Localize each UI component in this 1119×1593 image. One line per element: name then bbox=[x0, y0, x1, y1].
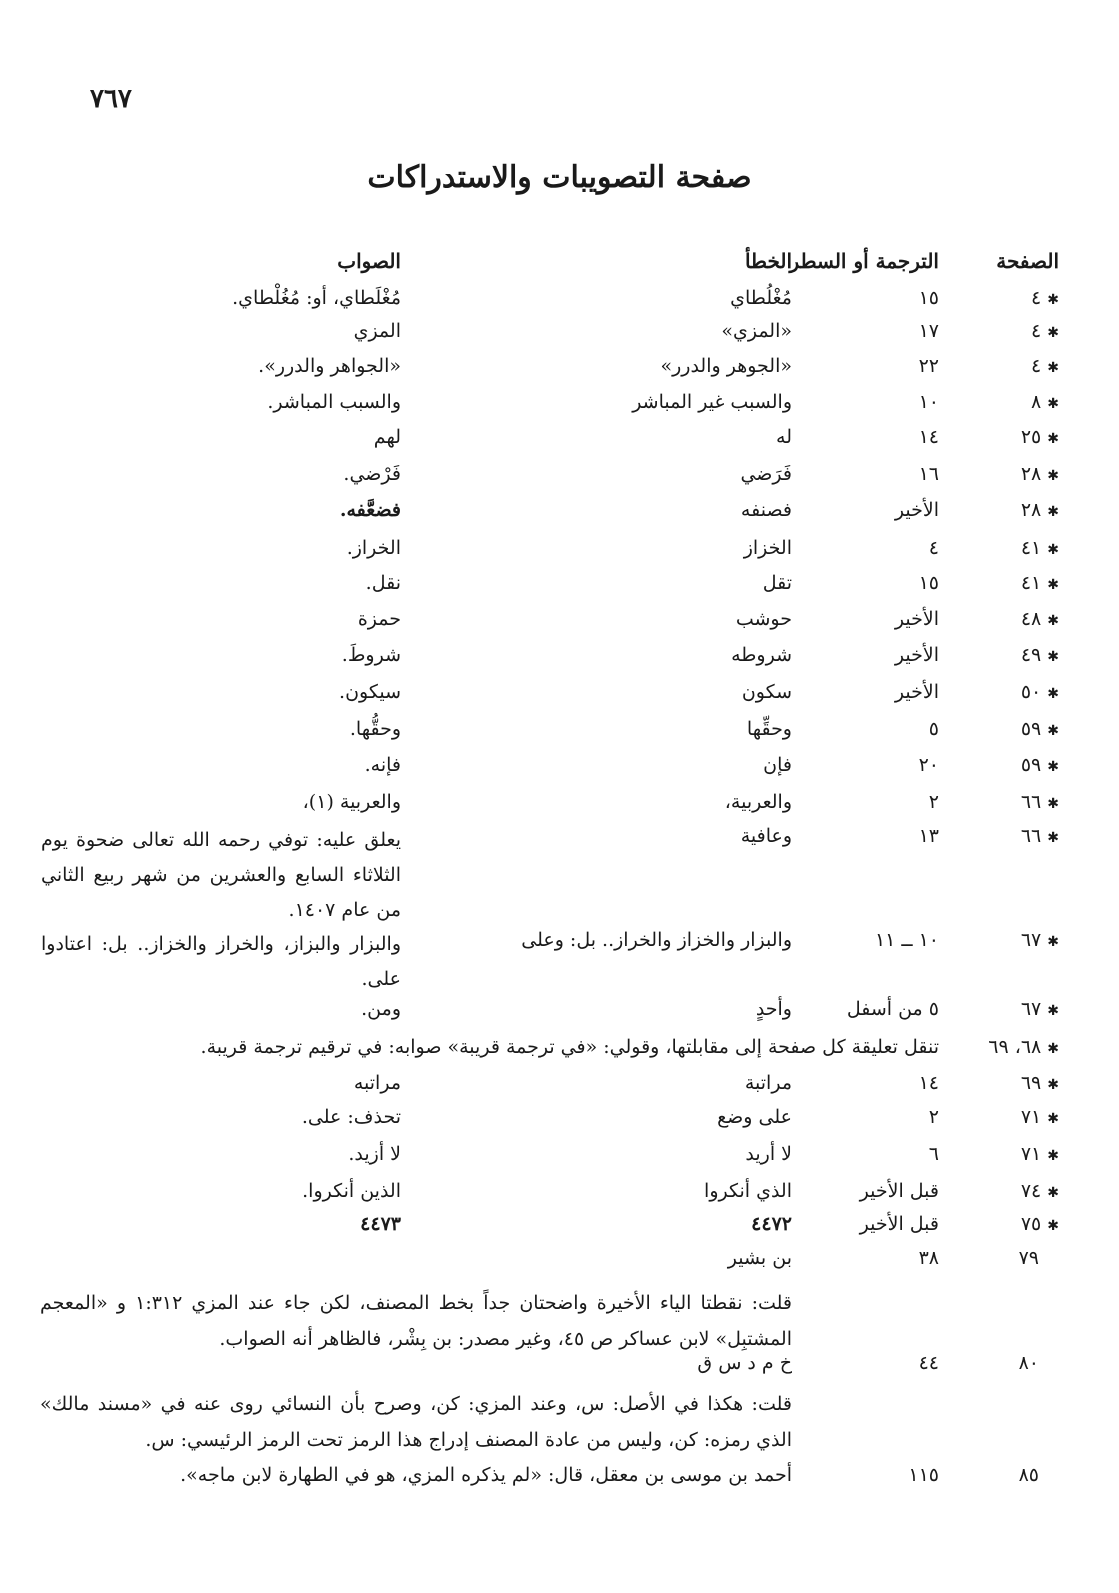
row-correct: الذين أنكروا. bbox=[302, 1180, 401, 1202]
row-error: بن بشير bbox=[727, 1247, 792, 1269]
row-line: الأخير bbox=[894, 681, 939, 703]
row-error: لا أريد bbox=[745, 1143, 792, 1165]
asterisk-icon: ✱ bbox=[1047, 292, 1059, 308]
row-correct: مراتبه bbox=[353, 1072, 401, 1094]
row-correct: تحذف: على. bbox=[301, 1106, 401, 1128]
asterisk-icon: ✱ bbox=[1047, 577, 1059, 593]
row-line: ١٥ bbox=[918, 287, 939, 309]
row-error: فإن bbox=[763, 754, 792, 776]
row-correct: ٤٤٧٣ bbox=[360, 1213, 401, 1235]
row-line: ١٦ bbox=[918, 463, 939, 485]
header-error: الخطأ bbox=[744, 249, 792, 273]
row-correct: المزي bbox=[353, 320, 401, 342]
row-error: حوشب bbox=[735, 608, 792, 630]
row-correct: حمزة bbox=[357, 608, 401, 630]
row-page: ✱٤ bbox=[949, 318, 1059, 346]
row-error: وعافية bbox=[740, 825, 792, 847]
row-page: ٨٥ bbox=[1018, 1464, 1039, 1486]
asterisk-icon: ✱ bbox=[1047, 360, 1059, 376]
row-note: قلت: نقطتا الياء الأخيرة واضحتان جداً بخط المصنف، لكن جاء عند المزي ١:٣١٢ و «المعجم المشتبِل» لابن عساكر ص ٤٥، وغير مصدر: بن بِشْر، فالظاهر أنه الصواب. bbox=[40, 1292, 793, 1350]
row-correct: وحقُّها. bbox=[349, 718, 401, 740]
row-line: ٢٢ bbox=[918, 355, 939, 377]
row-line: ٤ bbox=[928, 537, 939, 559]
row-page: ✱٤ bbox=[949, 285, 1059, 313]
row-line: ١٤ bbox=[918, 1072, 939, 1094]
asterisk-icon: ✱ bbox=[1047, 1218, 1059, 1234]
row-error: والسبب غير المباشر bbox=[632, 391, 792, 413]
row-error: فَرَضي bbox=[740, 463, 792, 485]
asterisk-icon: ✱ bbox=[1047, 1077, 1059, 1093]
row-page: ✱٦٦ bbox=[949, 823, 1059, 851]
row-correct: «الجواهر والدرر». bbox=[258, 355, 401, 377]
row-page: ✱٧١ bbox=[949, 1141, 1059, 1169]
header-correct: الصواب bbox=[337, 249, 401, 273]
asterisk-icon: ✱ bbox=[1047, 934, 1059, 950]
row-page: ✱٢٥ bbox=[949, 424, 1059, 452]
row-error: الذي أنكروا bbox=[704, 1180, 792, 1202]
row-line: ٤٤ bbox=[918, 1352, 939, 1374]
row-correct: فَرْضي. bbox=[343, 463, 401, 485]
asterisk-icon: ✱ bbox=[1047, 431, 1059, 447]
row-page: ✱٤١ bbox=[949, 570, 1059, 598]
row-error: له bbox=[776, 426, 792, 448]
row-correct: لهم bbox=[373, 426, 401, 448]
row-line: ٣٨ bbox=[918, 1247, 939, 1269]
row-error: مُغْلُطاي bbox=[730, 287, 792, 309]
asterisk-icon: ✱ bbox=[1047, 468, 1059, 484]
row-error: مراتبة bbox=[744, 1072, 792, 1094]
row-page: ✱٧٥ bbox=[949, 1211, 1059, 1239]
row-line: ٢٠ bbox=[918, 754, 939, 776]
row-correct: ومن. bbox=[361, 998, 401, 1020]
row-correct: والبزار والبزاز، والخراز والخزاز.. بل: اعتادوا على. bbox=[41, 933, 401, 990]
asterisk-icon: ✱ bbox=[1047, 649, 1059, 665]
asterisk-icon: ✱ bbox=[1047, 396, 1059, 412]
asterisk-icon: ✱ bbox=[1047, 1003, 1059, 1019]
row-line: ١٠ bbox=[918, 391, 939, 413]
asterisk-icon: ✱ bbox=[1047, 504, 1059, 520]
row-error: «الجوهر والدرر» bbox=[660, 355, 792, 377]
row-correct: فضعَّفه. bbox=[339, 499, 401, 521]
row-line: ١١٥ bbox=[908, 1464, 939, 1486]
row-error: والعربية، bbox=[724, 791, 792, 813]
row-line: ٦ bbox=[928, 1143, 939, 1165]
row-error: خ م د س ق bbox=[697, 1352, 792, 1374]
row-page: ✱٥٩ bbox=[949, 716, 1059, 744]
row-note: تنقل تعليقة كل صفحة إلى مقابلتها، وقولي: «في ترجمة قريبة» صوابه: في ترقيم ترجمة قريبة. bbox=[200, 1036, 939, 1058]
asterisk-icon: ✱ bbox=[1047, 723, 1059, 739]
row-line: ١٣ bbox=[918, 825, 939, 847]
row-page: ٧٩ bbox=[1018, 1247, 1039, 1269]
row-line: ٢ bbox=[928, 1106, 939, 1128]
row-line: قبل الأخير bbox=[859, 1180, 939, 1202]
row-correct: والعربية (١)، bbox=[302, 791, 401, 813]
row-correct: مُغْلَطاي، أو: مُغُلْطاي. bbox=[232, 287, 401, 309]
page-number: ٧٦٧ bbox=[90, 84, 132, 114]
row-page: ٨٠ bbox=[1018, 1352, 1039, 1374]
row-line: الأخير bbox=[894, 499, 939, 521]
row-error: شروطه bbox=[731, 644, 792, 666]
row-page: ✱٦٩ bbox=[949, 1070, 1059, 1098]
asterisk-icon: ✱ bbox=[1047, 1041, 1059, 1057]
row-error: تقل bbox=[762, 572, 792, 594]
row-line: الأخير bbox=[894, 608, 939, 630]
row-error: والبزار والخزاز والخراز.. بل: وعلى bbox=[521, 929, 792, 951]
row-page: ✱٦٨، ٦٩ bbox=[949, 1034, 1059, 1062]
row-error: سكون bbox=[741, 681, 792, 703]
row-correct: الخراز. bbox=[346, 537, 401, 559]
asterisk-icon: ✱ bbox=[1047, 1148, 1059, 1164]
asterisk-icon: ✱ bbox=[1047, 796, 1059, 812]
row-page: ✱٦٧ bbox=[949, 927, 1059, 955]
row-line: ١٠ ــ ١١ bbox=[874, 929, 939, 951]
row-correct: لا أزيد. bbox=[348, 1143, 401, 1165]
row-line: ٥ bbox=[928, 718, 939, 740]
row-page: ✱٨ bbox=[949, 389, 1059, 417]
row-page: ✱٧٤ bbox=[949, 1178, 1059, 1206]
asterisk-icon: ✱ bbox=[1047, 542, 1059, 558]
row-page: ✱٦٦ bbox=[949, 789, 1059, 817]
row-error: فصنفه bbox=[740, 499, 792, 521]
row-error: وحقِّها bbox=[746, 718, 792, 740]
asterisk-icon: ✱ bbox=[1047, 830, 1059, 846]
row-line: ١٥ bbox=[918, 572, 939, 594]
row-note: أحمد بن موسى بن معقل، قال: «لم يذكره المزي، هو في الطهارة لابن ماجه». bbox=[180, 1464, 792, 1486]
row-page: ✱٢٨ bbox=[949, 461, 1059, 489]
asterisk-icon: ✱ bbox=[1047, 759, 1059, 775]
asterisk-icon: ✱ bbox=[1047, 325, 1059, 341]
row-line: الأخير bbox=[894, 644, 939, 666]
row-error: على وضع bbox=[717, 1106, 792, 1128]
row-page: ✱٤٩ bbox=[949, 642, 1059, 670]
row-line: قبل الأخير bbox=[859, 1213, 939, 1235]
row-page: ✱٥٩ bbox=[949, 752, 1059, 780]
row-error: ٤٤٧٢ bbox=[751, 1213, 792, 1235]
asterisk-icon: ✱ bbox=[1047, 613, 1059, 629]
row-correct: شروطَ. bbox=[341, 644, 401, 666]
row-line: ١٧ bbox=[918, 320, 939, 342]
row-error: «المزي» bbox=[721, 320, 792, 342]
asterisk-icon: ✱ bbox=[1047, 686, 1059, 702]
header-page: الصفحة bbox=[996, 249, 1059, 273]
asterisk-icon: ✱ bbox=[1047, 1111, 1059, 1127]
row-page: ✱٤١ bbox=[949, 535, 1059, 563]
row-correct: والسبب المباشر. bbox=[267, 391, 401, 413]
row-page: ✱٢٨ bbox=[949, 497, 1059, 525]
row-correct: سيكون. bbox=[339, 681, 401, 703]
row-page: ✱٤ bbox=[949, 353, 1059, 381]
row-correct: يعلق عليه: توفي رحمه الله تعالى ضحوة يوم الثلاثاء السابع والعشرين من شهر ربيع الثاني من عام ١٤٠٧. bbox=[41, 829, 401, 921]
row-line: ٢ bbox=[928, 791, 939, 813]
page-title: صفحة التصويبات والاستدراكات bbox=[367, 160, 752, 195]
row-line: ١٤ bbox=[918, 426, 939, 448]
row-correct: نقل. bbox=[365, 572, 401, 594]
row-line: ٥ من أسفل bbox=[846, 998, 939, 1020]
row-error: وأحدٍ bbox=[755, 998, 792, 1020]
row-correct: فإنه. bbox=[364, 754, 401, 776]
row-error: الخزاز bbox=[743, 537, 792, 559]
row-note: قلت: هكذا في الأصل: س، وعند المزي: كن، وصرح بأن النسائي روى عنه في «مسند مالك» الذي رمزه: كن، وليس من عادة المصنف إدراج هذا الرمز تحت الرمز الرئيسي: س. bbox=[40, 1393, 792, 1451]
asterisk-icon: ✱ bbox=[1047, 1185, 1059, 1201]
header-line: الترجمة أو السطر bbox=[789, 249, 939, 273]
row-page: ✱٦٧ bbox=[949, 996, 1059, 1024]
row-page: ✱٤٨ bbox=[949, 606, 1059, 634]
row-page: ✱٥٠ bbox=[949, 679, 1059, 707]
row-page: ✱٧١ bbox=[949, 1104, 1059, 1132]
